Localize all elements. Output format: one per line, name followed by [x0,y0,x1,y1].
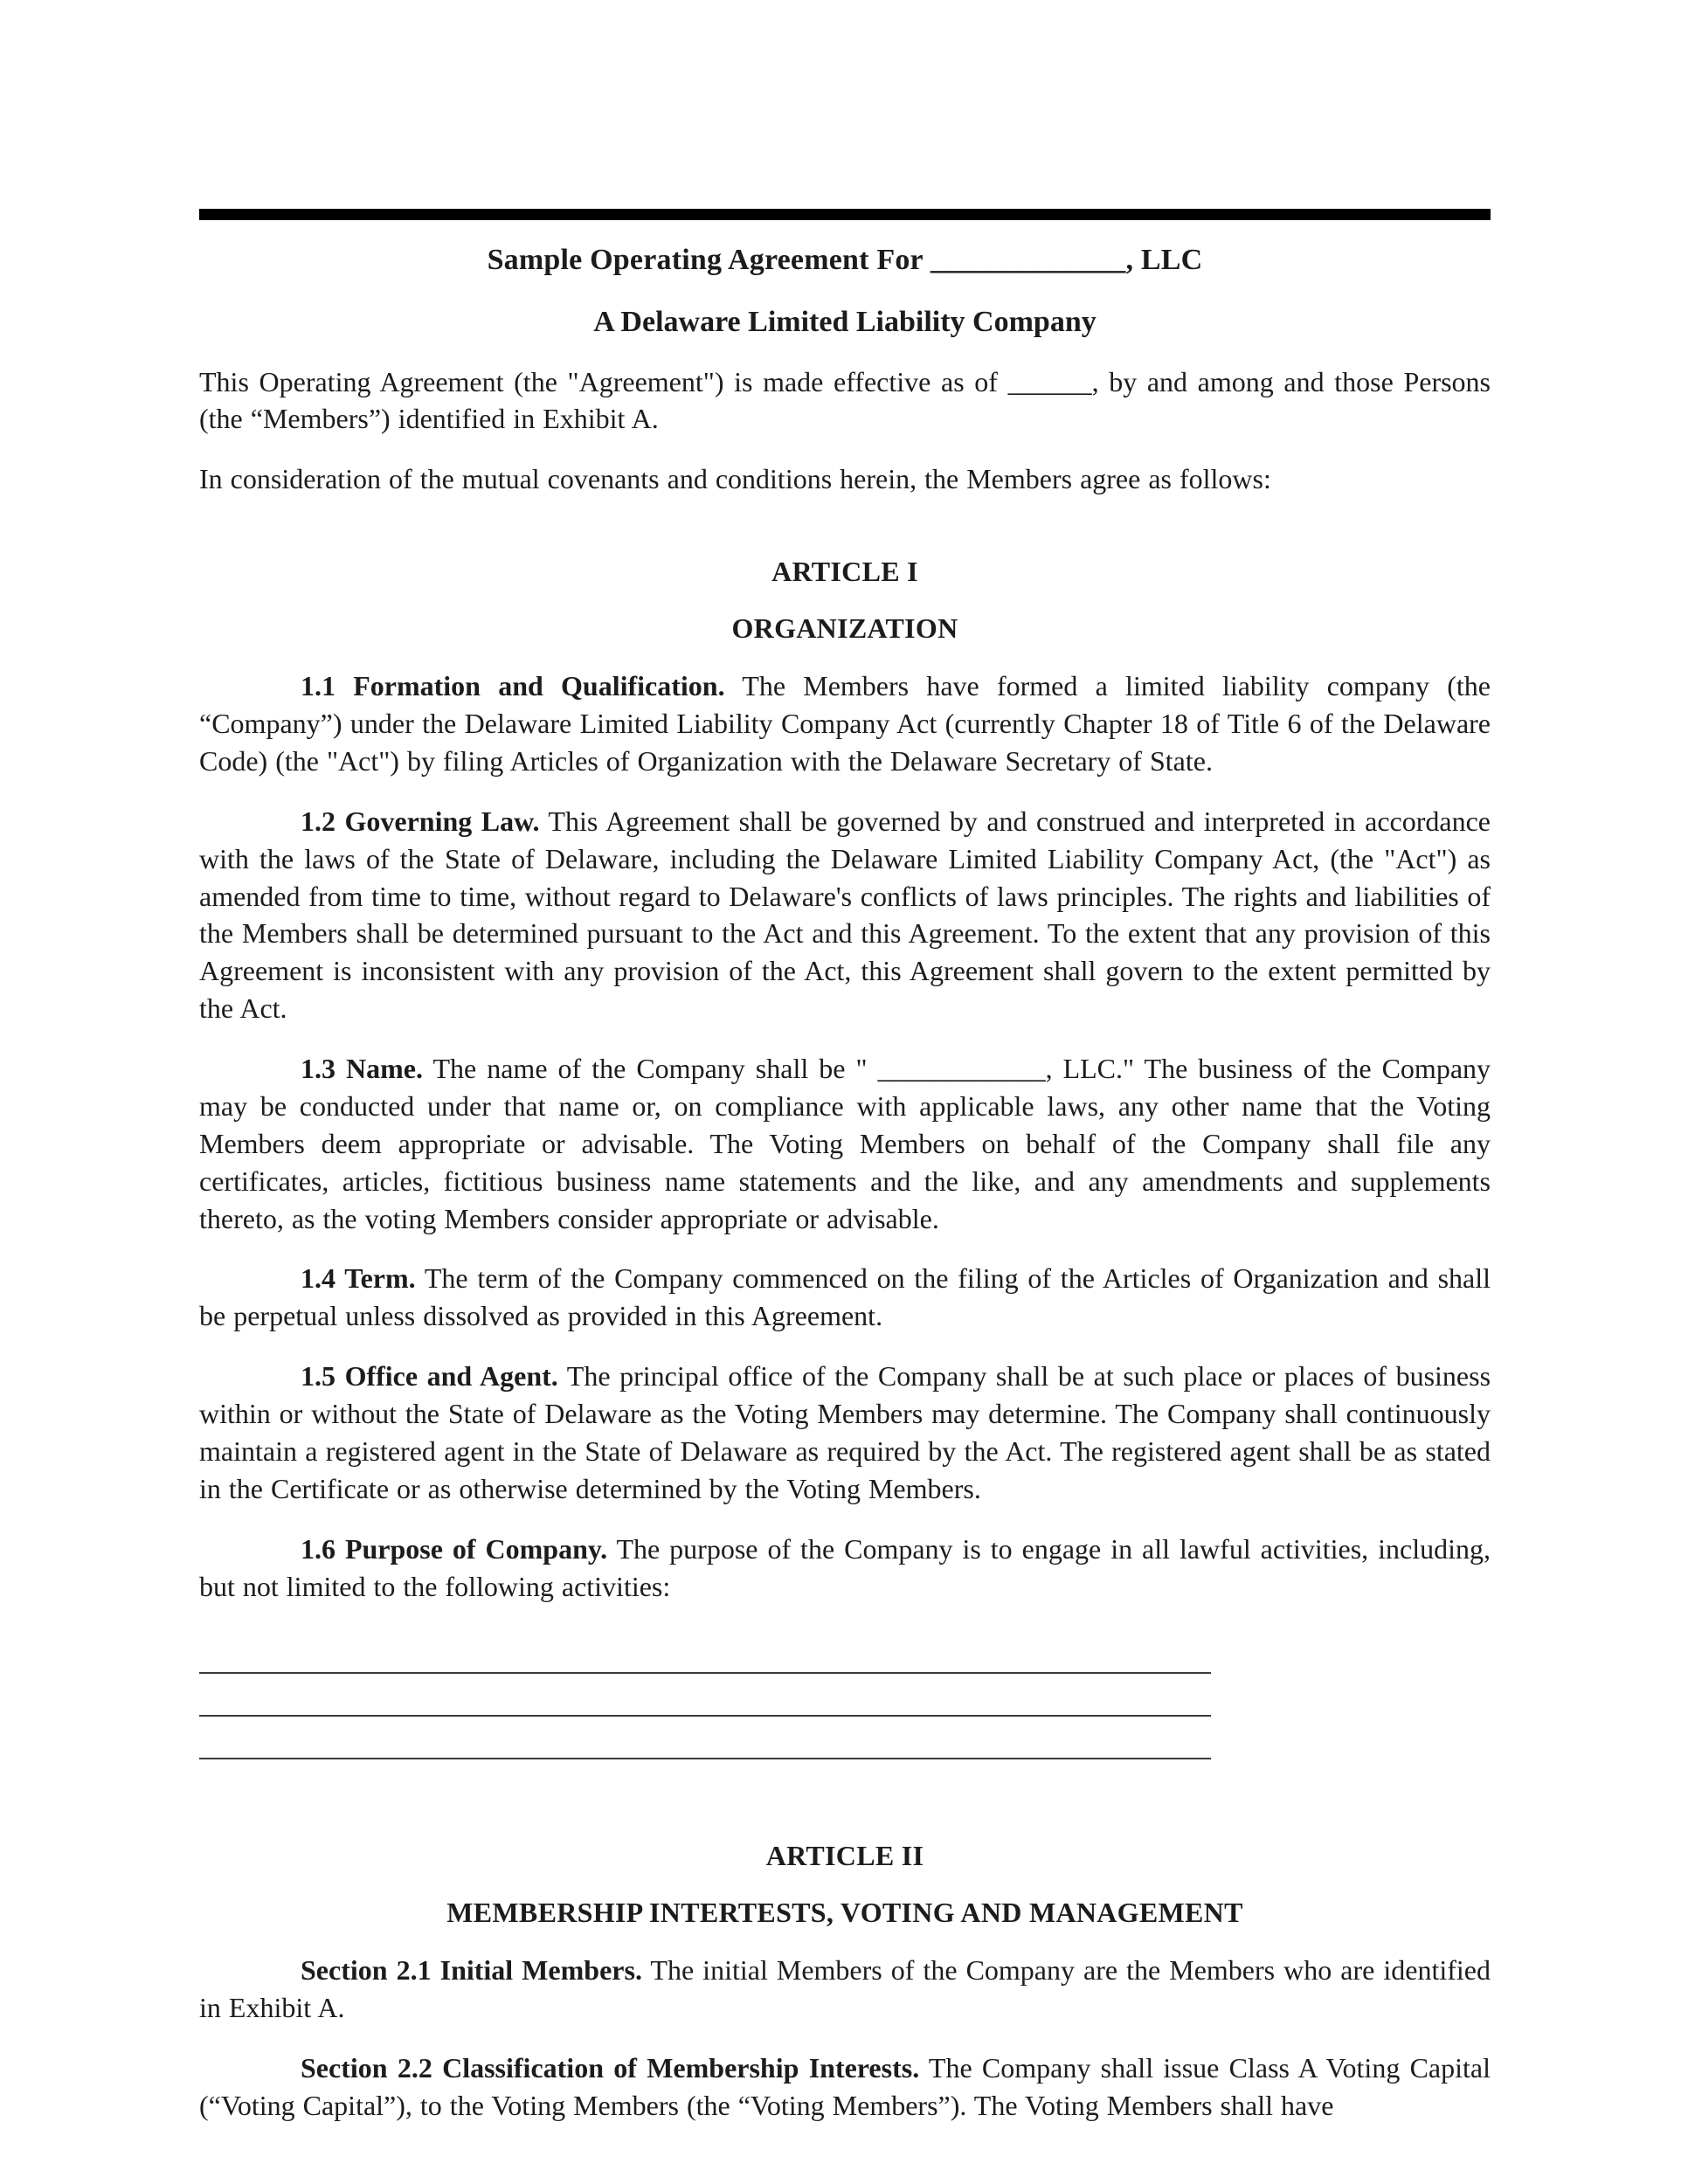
top-rule [199,209,1491,220]
article-1-subheading: ORGANIZATION [731,612,958,645]
write-in-line-1 [199,1631,1211,1674]
section-1-5-label: 1.5 Office and Agent. [301,1360,558,1393]
section-1-2-body: This Agreement shall be governed by and construed and interpreted in accordance with the laws of the State of Delaware, including the Delaware Limited Liability Company Act, (the "Act") as amended from time to time, without regard to Delaware's conflicts of laws principles. The rights and liabilities of the Members shall be determined pursuant to the Act and this Agreement. To the extent that any provision of this Agreement is inconsistent with any provision of the Act, this Agreement shall govern to the extent permitted by the Act. [199,805,1491,1025]
section-1-1-body: The Members have formed a limited liability company (the “Company”) under the Delaware Limited Liability Company Act (currently Chapter 18 of Title 6 of the Delaware Code) (the "Act") by filing Articles of Organization with the Delaware Secretary of State. [199,670,1491,777]
section-1-3-paragraph [199,1050,1491,1237]
document-subtitle: A Delaware Limited Liability Company [593,305,1097,338]
section-1-3-label: 1.3 Name. [301,1053,423,1085]
write-in-line-3 [199,1717,1211,1759]
intro-paragraph-2: In consideration of the mutual covenants and conditions herein, the Members agree as follows: [199,463,1271,495]
section-2-2-paragraph [199,2049,1491,2125]
section-1-2-paragraph [199,803,1491,1027]
section-1-2-label: 1.2 Governing Law. [301,805,540,837]
section-1-6-paragraph [199,1531,1491,1606]
section-2-2-label: Section 2.2 Classification of Membership Interests. [301,2052,920,2084]
article-2-subheading: MEMBERSHIP INTERTESTS, VOTING AND MANAGEMENT [446,1897,1243,1929]
section-1-5-body: The principal office of the Company shall be at such place or places of business within or without the State of Delaware as the Voting Members may determine. The Company shall continuously maintain a registered agent in the State of Delaware as required by the Act. The registered agent shall be as stated in the Certificate or as otherwise determined by the Voting Members. [199,1360,1491,1504]
document-title: Sample Operating Agreement For _____________, LLC [487,244,1203,276]
section-1-5-paragraph [199,1358,1491,1508]
intro-paragraph-1: This Operating Agreement (the "Agreement") is made effective as of ______, by and among and those Persons (the “Members”) identified in Exhibit A. [199,365,1491,435]
section-1-1-paragraph [199,667,1491,780]
section-2-1-paragraph [199,1952,1491,2027]
section-1-4-paragraph [199,1260,1491,1335]
section-1-3-body: The name of the Company shall be " ____________, LLC." The business of the Company may be conducted under that name or, on compliance with applicable laws, any other name that the Voting Members deem appropriate or advisable. The Voting Members on behalf of the Company shall file any certificates, articles, fictitious business name statements and the like, and any amendments and supplements thereto, as the voting Members consider appropriate or advisable. [199,1053,1491,1234]
article-1-heading: ARTICLE I [771,556,918,588]
section-2-1-body: The initial Members of the Company are the Members who are identified in Exhibit A. [199,1954,1491,2024]
section-2-2-body: The Company shall issue Class A Voting Capital (“Voting Capital”), to the Voting Members (the “Voting Members”). The Voting Members shall have [199,2052,1491,2122]
section-1-6-label: 1.6 Purpose of Company. [301,1532,608,1565]
article-2-heading: ARTICLE II [765,1840,924,1872]
section-1-4-body: The term of the Company commenced on the filing of the Articles of Organization and shall be perpetual unless dissolved as provided in this Agreement. [199,1262,1491,1332]
write-in-line-2 [199,1674,1211,1717]
section-1-1-label: 1.1 Formation and Qualification. [301,670,725,702]
section-1-6-body: The purpose of the Company is to engage in all lawful activities, including, but not limited to the following activities: [199,1532,1491,1602]
write-in-lines [199,1631,1211,1759]
section-1-4-label: 1.4 Term. [301,1262,416,1295]
section-2-1-label: Section 2.1 Initial Members. [301,1954,642,1987]
